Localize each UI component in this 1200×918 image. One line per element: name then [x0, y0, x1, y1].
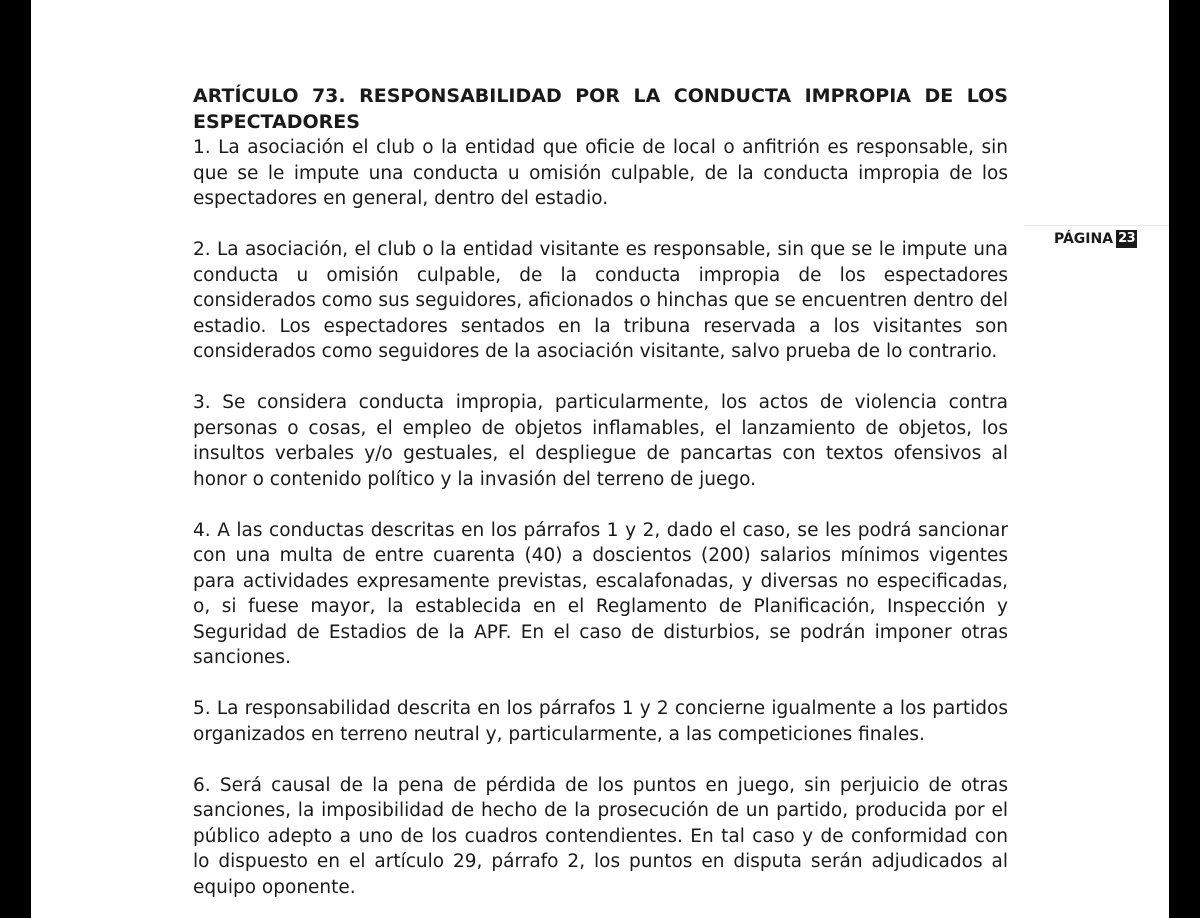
page-marker-divider	[1024, 225, 1169, 226]
article-paragraph-1: 1. La asociación el club o la entidad que oficie de local o anfitrión es responsable, sin que se le impute una conducta u omisión culpable, de la conducta impropia de los espectadores en general, dentro del estadio.	[193, 137, 1008, 209]
document-page	[31, 0, 1169, 918]
page-marker	[1054, 229, 1137, 249]
article-paragraph-2: 2. La asociación, el club o la entidad visitante es responsable, sin que se le impute una conducta u omisión culpable, de la conducta impropia de los espectadores considerados como sus seguidores, aficionados o hinchas que se encuentren dentro del estadio. Los espectadores sentados en la tribuna reservada a los visitantes son considerados como seguidores de la asociación visitante, salvo prueba de lo contrario.	[193, 239, 1008, 362]
article-paragraph-5: 5. La responsabilidad descrita en los párrafos 1 y 2 concierne igualmente a los partidos organizados en terreno neutral y, particularmente, a las competiciones finales.	[193, 698, 1008, 745]
page-number-badge: 23	[1118, 231, 1136, 246]
article-paragraph-6: 6. Será causal de la pena de pérdida de los puntos en juego, sin perjuicio de otras sanciones, la imposibilidad de hecho de la prosecución de un partido, producida por el público adepto a uno de los cuadros contendientes. En tal caso y de conformidad con lo dispuesto en el artículo 29, párrafo 2, los puntos en disputa serán adjudicados al equipo oponente.	[193, 774, 1008, 898]
article-paragraph-4: 4. A las conductas descritas en los párrafos 1 y 2, dado el caso, se les podrá sancionar con una multa de entre cuarenta (40) a doscientos (200) salarios mínimos vigentes para actividades expresamente previstas, escalafonadas, y diversas no especificadas, o, si fuese mayor, la establecida en el Reglamento de Planificación, Inspección y Seguridad de Estadios de la APF. En el caso de disturbios, se podrán imponer otras sanciones.	[193, 519, 1008, 668]
article-body	[193, 84, 1008, 918]
article-paragraph-3: 3. Se considera conducta impropia, particularmente, los actos de violencia contra personas o cosas, el empleo de objetos inflamables, el lanzamiento de objetos, los insultos verbales y/o gestuales, el despliegue de pancartas con textos ofensivos al honor o contenido político y la invasión del terreno de juego.	[193, 392, 1008, 490]
article-title: ARTÍCULO 73. RESPONSABILIDAD POR LA CONDUCTA IMPROPIA DE LOS ESPECTADORES	[193, 85, 1008, 133]
page-marker-label: PÁGINA	[1054, 231, 1114, 247]
